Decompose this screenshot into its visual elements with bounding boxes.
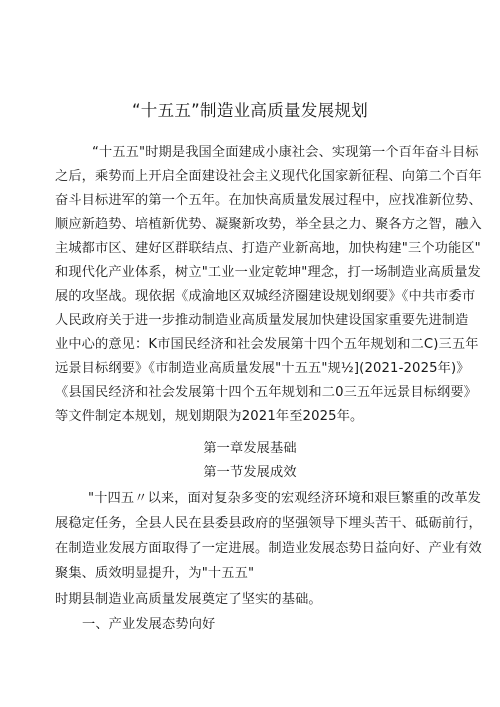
intro-line: 展的攻坚战。现依据《成渝地区双城经济圈建设规划纲要》《中共市委市 bbox=[55, 289, 476, 304]
section-line: 展稳定任务，全县人民在县委县政府的坚强领导下埋头苦干、砥砺前行， bbox=[55, 516, 482, 531]
intro-line: 远景目标纲要》《市制造业高质量发展"十五五"规½](2021-2025年)》 bbox=[55, 361, 470, 376]
intro-line: “十五五"时期是我国全面建成小康社会、实现第一个百年奋斗目标 bbox=[92, 145, 479, 160]
intro-line: 之后，乘势而上开启全面建设社会主义现代化国家新征程、向第二个百年 bbox=[55, 169, 482, 184]
section-heading: 第一节发展成效 bbox=[203, 465, 297, 480]
intro-line: 主城都市区、建好区群联结点、打造产业新高地，加快构建"三个功能区" bbox=[55, 241, 481, 256]
intro-line: 等文件制定本规划，规划期限为2021年至2025年。 bbox=[55, 409, 364, 424]
intro-line: 和现代化产业体系，树立"工业一业定乾坤"理念，打一场制造业高质量发 bbox=[55, 265, 481, 280]
subheading: 一、产业发展态势向好 bbox=[82, 617, 216, 632]
intro-line: 《县国民经济和社会发展第十四个五年规划和二0三五年远景目标纲要》 bbox=[55, 385, 477, 400]
section-line: 聚集、质效明显提升，为"十五五" bbox=[55, 566, 255, 581]
section-line: "十四五〃以来，面对复杂多变的宏观经济环境和艰巨繁重的改革发 bbox=[88, 491, 482, 506]
intro-line: 业中心的意见：K市国民经济和社会发展第十四个五年规划和二C)三五年 bbox=[55, 337, 479, 352]
intro-line: 人民政府关于进一步推动制造业高质量发展加快建设国家重要先进制造 bbox=[55, 313, 469, 328]
section-line: 在制造业发展方面取得了一定进展。制造业发展态势日益向好、产业有效 bbox=[55, 541, 482, 556]
intro-line: 奋斗目标进军的第一个五年。在加快高质量发展过程中，应找准新位势、 bbox=[55, 193, 482, 208]
intro-line: 顺应新趋势、培植新优势、凝聚新攻势，举全县之力、聚各方之智，融入 bbox=[55, 217, 482, 232]
chapter-heading: 第一章发展基础 bbox=[203, 441, 297, 456]
section-line: 时期县制造业高质量发展奠定了坚实的基础。 bbox=[55, 592, 322, 607]
document-title: “十五五”制造业高质量发展规划 bbox=[131, 101, 369, 120]
